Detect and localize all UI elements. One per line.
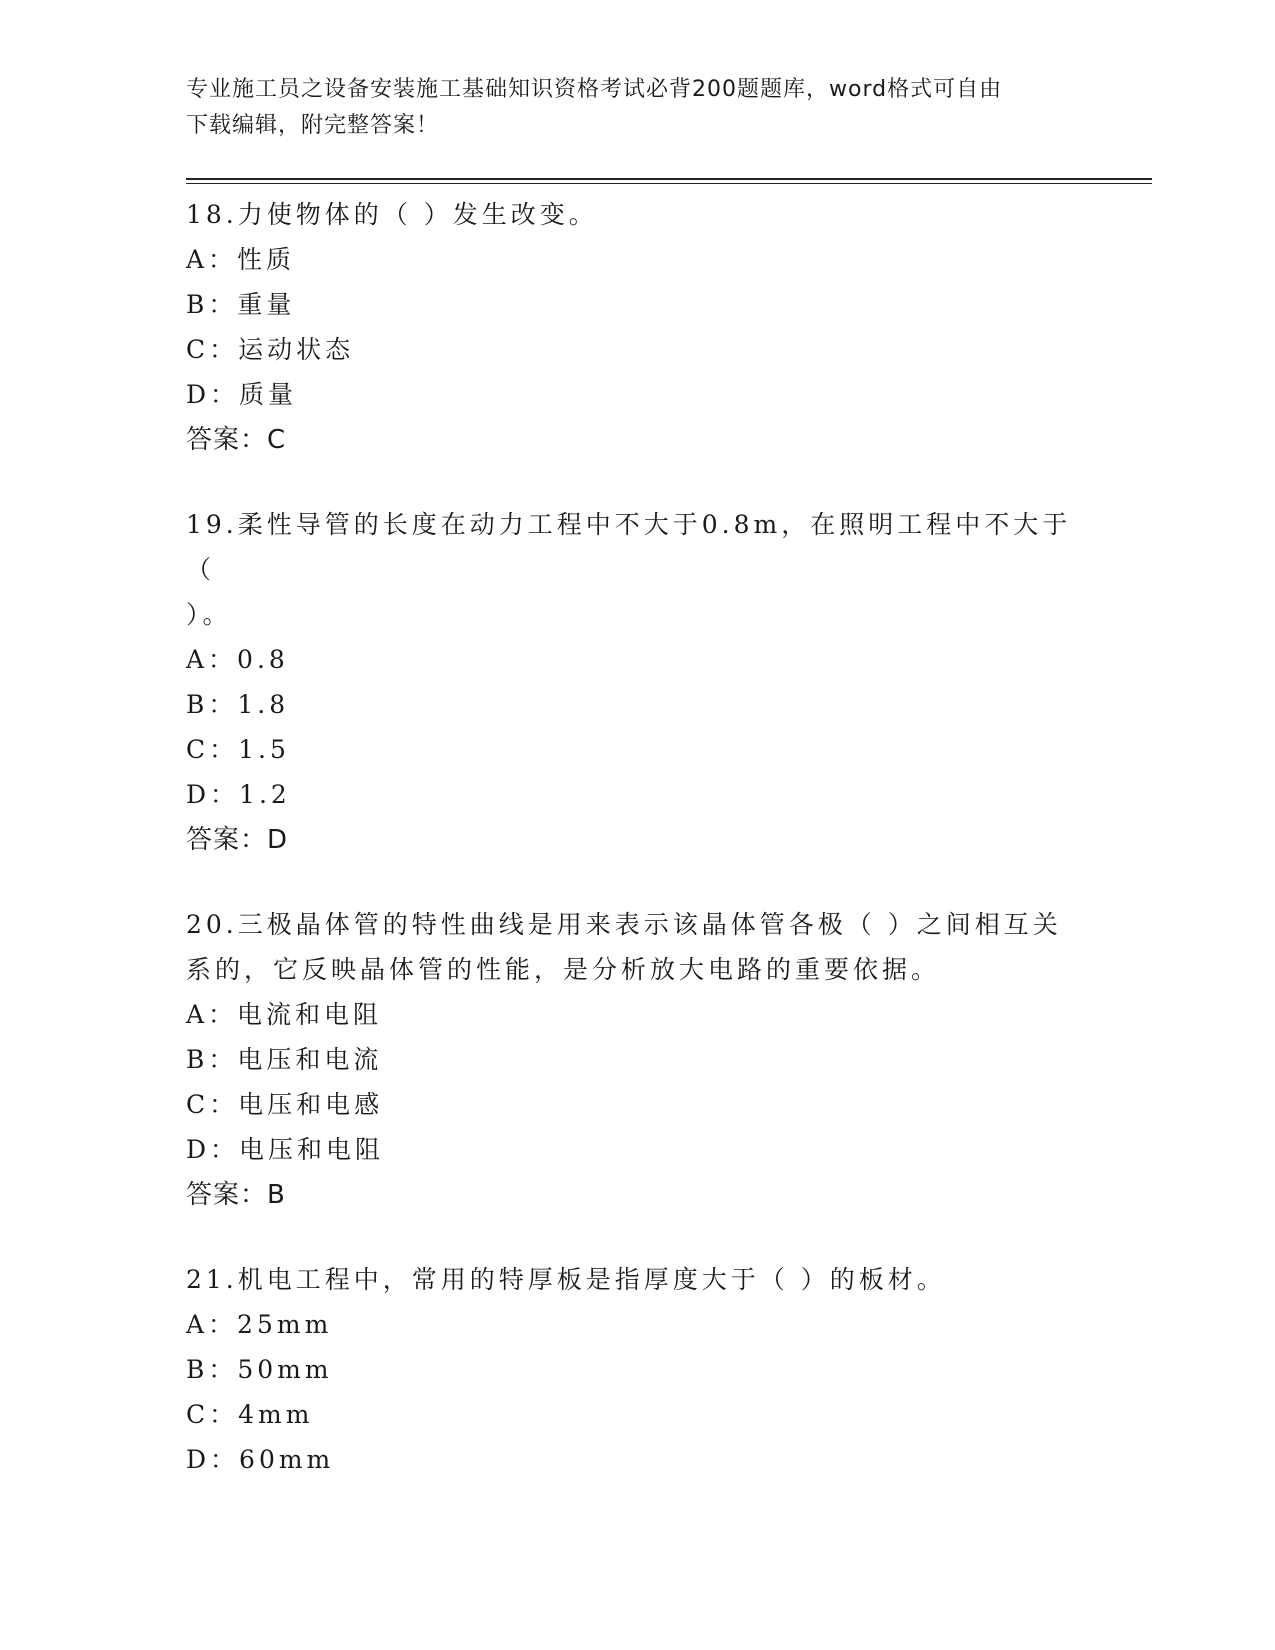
option-c: C：4mm [186,1400,314,1429]
question-spacer [186,463,1086,502]
question-21 [186,1257,1086,1482]
question-stem-line: 21.机电工程中，常用的特厚板是指厚度大于（ ）的板材。 [186,1265,946,1294]
option-b: B：重量 [186,290,296,319]
option-a: A：0.8 [186,645,289,674]
question-stem-line: 19.柔性导管的长度在动力工程中不大于0.8m，在照明工程中不大于（ [186,510,1072,584]
header-title-line-2: 下载编辑，附完整答案！ [186,113,440,138]
question-19 [186,502,1086,863]
header-divider-thick [186,178,1152,180]
option-c: C：1.5 [186,735,290,764]
header-title-line-1: 专业施工员之设备安装施工基础知识资格考试必背200题题库，word格式可自由 [186,77,1003,102]
question-stem-line: ）。 [186,600,232,629]
question-spacer [186,863,1086,902]
option-b: B：电压和电流 [186,1045,383,1074]
answer-line: 答案：B [186,1180,286,1210]
option-d: D：60mm [186,1445,335,1474]
answer-line: 答案：D [186,825,289,855]
option-a: A：性质 [186,245,296,274]
option-c: C：电压和电感 [186,1090,384,1119]
option-b: B：50mm [186,1355,333,1384]
option-c: C：运动状态 [186,335,355,364]
option-d: D：电压和电阻 [186,1135,385,1164]
question-stem-line: 20.三极晶体管的特性曲线是用来表示该晶体管各极（ ）之间相互关 [186,910,1062,939]
question-list [186,192,1086,1482]
option-d: D：1.2 [186,780,291,809]
option-a: A：25mm [186,1310,333,1339]
question-18 [186,192,1086,463]
answer-line: 答案：C [186,425,287,455]
option-b: B：1.8 [186,690,290,719]
question-20 [186,902,1086,1218]
question-spacer [186,1218,1086,1257]
document-header [186,72,1086,144]
question-stem-line: 系的，它反映晶体管的性能，是分析放大电路的重要依据。 [186,955,941,984]
option-a: A：电流和电阻 [186,1000,383,1029]
question-stem-line: 18.力使物体的（ ）发生改变。 [186,200,598,229]
option-d: D：质量 [186,380,298,409]
header-divider-thin [186,183,1152,184]
